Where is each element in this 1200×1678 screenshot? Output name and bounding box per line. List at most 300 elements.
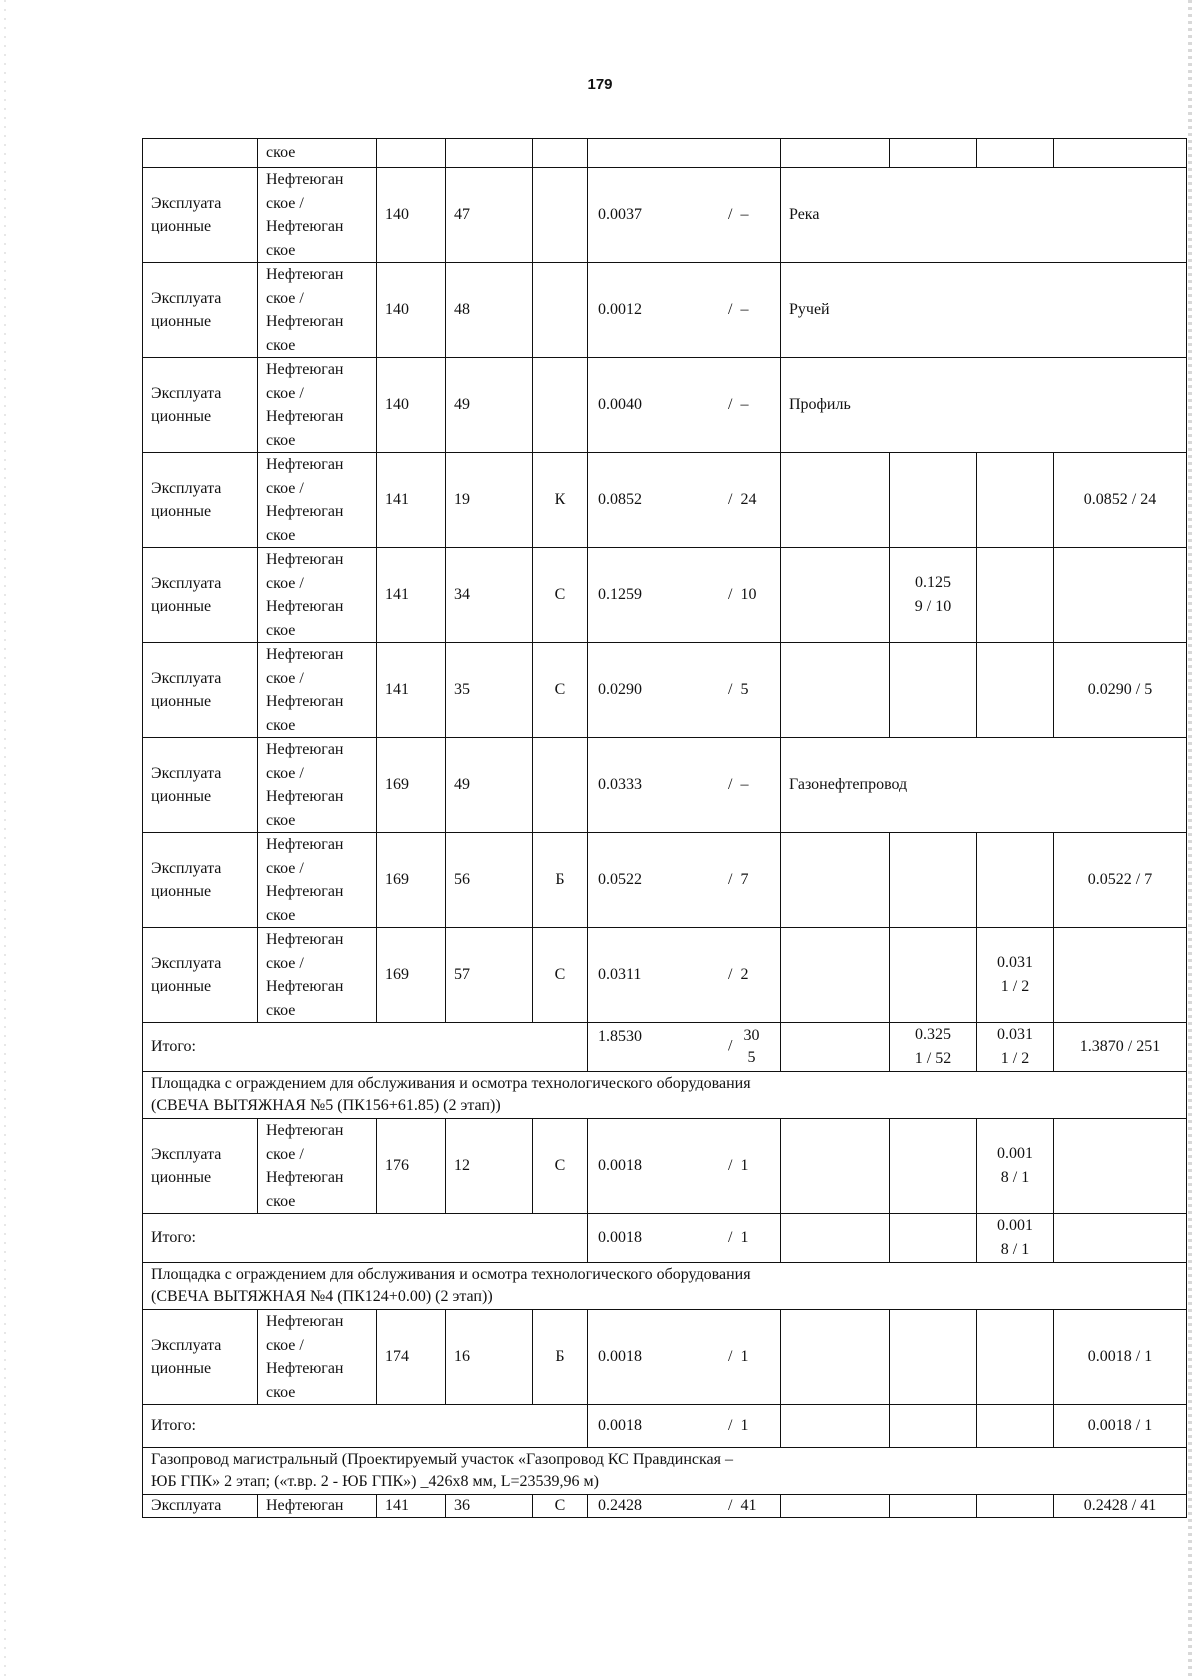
- total-col6: [781, 1405, 890, 1448]
- area-tail: [728, 1345, 772, 1369]
- area-value: 0.0522: [598, 871, 642, 889]
- area-tail-value: 41: [740, 1497, 757, 1514]
- row-category: С: [533, 548, 588, 643]
- land-plot-table: [142, 138, 1187, 1518]
- row-type-line: Эксплуата: [151, 669, 222, 687]
- row-type-line: ционные: [151, 693, 212, 710]
- scan-edge-right: [1188, 0, 1192, 1678]
- total-col8-line: 0.001: [997, 1217, 1033, 1234]
- empty-cell: [977, 139, 1054, 168]
- area-cell: [588, 1214, 781, 1263]
- row-owner-line: ское: [266, 1383, 296, 1401]
- area-tail: [728, 1496, 772, 1516]
- area-tail-part: 5: [747, 1049, 756, 1066]
- row-quarter: 141: [377, 548, 446, 643]
- section-title: [143, 1448, 1187, 1495]
- total-col8: [977, 1023, 1054, 1072]
- row-col8: [977, 453, 1054, 548]
- row-type: [143, 548, 258, 643]
- row-col8-line: 0.031: [997, 954, 1033, 971]
- table-row: [143, 738, 1187, 833]
- area-tail: [728, 1414, 772, 1438]
- row-col9: 0.0018 / 1: [1054, 1310, 1187, 1405]
- row-type-line: Эксплуата: [151, 384, 222, 402]
- row-col8: [977, 548, 1054, 643]
- area-slash: /: [728, 396, 733, 414]
- total-col8-line: 1 / 2: [1000, 1050, 1030, 1067]
- row-owner-line: Нефтеюган: [266, 978, 344, 995]
- row-col6: [781, 1495, 890, 1518]
- total-col6: [781, 1214, 890, 1263]
- row-col9: [1054, 1119, 1187, 1214]
- row-col8-line: 0.001: [997, 1145, 1033, 1162]
- area-value: 0.0012: [598, 301, 642, 319]
- row-col7-line: 0.125: [915, 574, 951, 591]
- empty-cell: [377, 139, 446, 168]
- row-type-line: Эксплуата: [151, 954, 222, 972]
- table-row: [143, 263, 1187, 358]
- row-col9: 0.0522 / 7: [1054, 833, 1187, 928]
- row-owner-line: ское: [266, 1001, 296, 1019]
- section-header-row: [143, 1072, 1187, 1119]
- row-plot-number: 57: [446, 928, 533, 1023]
- area-tail-value: 10: [740, 586, 757, 604]
- row-col6: [781, 548, 890, 643]
- area-tail: [728, 203, 772, 227]
- row-category: К: [533, 453, 588, 548]
- row-type-line: ционные: [151, 313, 212, 330]
- row-type: [143, 139, 258, 168]
- row-owner-line: Нефтеюган: [266, 456, 344, 473]
- total-col7-line: 1 / 52: [914, 1050, 952, 1067]
- row-type-line: Эксплуата: [151, 859, 222, 877]
- total-col8-line: 0.031: [997, 1026, 1033, 1043]
- row-col7: [890, 833, 977, 928]
- row-owner-line: ское /: [266, 1336, 304, 1354]
- row-col7-line: 9 / 10: [914, 598, 952, 615]
- section-title-line: (СВЕЧА ВЫТЯЖНАЯ №5 (ПК156+61.85) (2 этап)): [151, 1097, 501, 1114]
- area-cell: [588, 1310, 781, 1405]
- row-owner: [258, 168, 377, 263]
- row-owner-line: ское /: [266, 479, 304, 497]
- row-col6: [781, 1310, 890, 1405]
- row-plot-number: 36: [446, 1495, 533, 1518]
- area-value: 0.0852: [598, 491, 642, 509]
- area-value: 0.0311: [598, 966, 642, 984]
- row-col8-line: 8 / 1: [1000, 1169, 1030, 1186]
- total-col8: [977, 1214, 1054, 1263]
- row-plot-number: 34: [446, 548, 533, 643]
- row-owner-line: ское: [266, 241, 296, 259]
- row-col6: [781, 928, 890, 1023]
- area-slash: /: [728, 491, 733, 509]
- row-type-line: Эксплуата: [151, 194, 222, 212]
- row-owner: [258, 643, 377, 738]
- total-label: Итого:: [143, 1214, 588, 1263]
- table-row: [143, 1119, 1187, 1214]
- row-plot-number: 49: [446, 358, 533, 453]
- row-type-line: Эксплуата: [151, 764, 222, 782]
- area-tail-value: –: [740, 396, 749, 414]
- area-cell: [588, 1405, 781, 1448]
- area-slash: /: [728, 871, 733, 889]
- row-owner-line: ское /: [266, 859, 304, 877]
- area-cell: [588, 833, 781, 928]
- row-col7: [890, 1495, 977, 1518]
- row-quarter: 140: [377, 263, 446, 358]
- total-label: Итого:: [143, 1405, 588, 1448]
- area-slash: /: [728, 966, 733, 984]
- area-tail: [728, 393, 772, 417]
- area-tail: [728, 1226, 772, 1250]
- row-owner-line: Нефтеюган: [266, 266, 344, 283]
- area-slash: /: [728, 681, 733, 699]
- area-tail-value: 1: [740, 1229, 749, 1247]
- row-type-line: Эксплуата: [151, 574, 222, 592]
- row-owner-line: ское /: [266, 384, 304, 402]
- area-slash: /: [728, 206, 733, 224]
- row-note: Река: [781, 168, 1187, 263]
- empty-cell: [588, 139, 781, 168]
- section-title-line: Площадка с ограждением для обслуживания и осмотра технологического оборудования: [151, 1266, 751, 1283]
- row-type: [143, 833, 258, 928]
- row-owner-line: Нефтеюган: [266, 646, 344, 663]
- total-col8-line: 8 / 1: [1000, 1241, 1030, 1258]
- table-row: [143, 1495, 1187, 1518]
- area-value: 0.0018: [598, 1417, 642, 1435]
- area-cell: [588, 168, 781, 263]
- row-col7: [890, 453, 977, 548]
- area-cell: [588, 1495, 781, 1518]
- row-plot-number: 16: [446, 1310, 533, 1405]
- empty-cell: [446, 139, 533, 168]
- row-quarter: 169: [377, 738, 446, 833]
- row-type-line: ционные: [151, 788, 212, 805]
- area-value: 0.2428: [598, 1497, 642, 1514]
- area-value: 0.0333: [598, 776, 642, 794]
- row-col8: [977, 833, 1054, 928]
- row-col7: [890, 548, 977, 643]
- row-col8: [977, 1119, 1054, 1214]
- section-title: [143, 1072, 1187, 1119]
- area-value: 0.0018: [598, 1157, 642, 1175]
- row-owner-line: ское /: [266, 669, 304, 687]
- row-owner-line: ское: [266, 621, 296, 639]
- row-category: [533, 168, 588, 263]
- table-row: [143, 168, 1187, 263]
- row-owner-line: ское /: [266, 1145, 304, 1163]
- total-col9: 0.0018 / 1: [1054, 1405, 1187, 1448]
- area-tail-part: 30: [743, 1027, 760, 1044]
- table-row: [143, 833, 1187, 928]
- area-slash: /: [728, 1037, 733, 1055]
- row-owner: [258, 263, 377, 358]
- row-col6: [781, 643, 890, 738]
- row-plot-number: 49: [446, 738, 533, 833]
- row-plot-number: 35: [446, 643, 533, 738]
- area-tail-value: 2: [740, 966, 749, 984]
- row-owner-line: ское: [266, 1192, 296, 1210]
- row-col7: [890, 643, 977, 738]
- row-col7: [890, 928, 977, 1023]
- row-type-line: ционные: [151, 883, 212, 900]
- area-slash: /: [728, 586, 733, 604]
- area-slash: /: [728, 1497, 733, 1514]
- row-col8: [977, 1495, 1054, 1518]
- area-slash: /: [728, 1229, 733, 1247]
- row-owner-line: Нефтеюган: [266, 503, 344, 520]
- row-col7: [890, 1119, 977, 1214]
- area-value: 0.1259: [598, 586, 642, 604]
- row-quarter: 141: [377, 643, 446, 738]
- area-cell: [588, 453, 781, 548]
- row-owner: [258, 453, 377, 548]
- area-value: 0.0018: [598, 1348, 642, 1366]
- area-tail: [728, 583, 772, 607]
- row-note: Газонефтепровод: [781, 738, 1187, 833]
- row-plot-number: 56: [446, 833, 533, 928]
- row-owner-line: ское /: [266, 194, 304, 212]
- row-col6: [781, 833, 890, 928]
- area-tail-value: 5: [740, 681, 749, 699]
- area-tail-value: 7: [740, 871, 749, 889]
- section-title-line: Газопровод магистральный (Проектируемый участок «Газопровод КС Правдинская –: [151, 1451, 733, 1468]
- row-type-line: Эксплуата: [151, 479, 222, 497]
- row-type: [143, 168, 258, 263]
- row-owner: [258, 358, 377, 453]
- row-owner: [258, 928, 377, 1023]
- row-type-line: ционные: [151, 978, 212, 995]
- row-type: Эксплуата: [143, 1495, 258, 1518]
- row-owner: [258, 1310, 377, 1405]
- area-tail-value: 1: [740, 1157, 749, 1175]
- area-cell: [588, 358, 781, 453]
- row-owner-line: ское: [266, 716, 296, 734]
- area-value: 0.0037: [598, 206, 642, 224]
- row-type: [143, 263, 258, 358]
- table-row: [143, 1310, 1187, 1405]
- area-cell: [588, 928, 781, 1023]
- row-note: Профиль: [781, 358, 1187, 453]
- row-owner-line: Нефтеюган: [266, 1313, 344, 1330]
- row-col6: [781, 1119, 890, 1214]
- row-owner-line: Нефтеюган: [266, 741, 344, 758]
- row-quarter: 174: [377, 1310, 446, 1405]
- row-owner-line: Нефтеюган: [266, 171, 344, 188]
- row-owner-line: ское: [266, 431, 296, 449]
- total-label: Итого:: [143, 1023, 588, 1072]
- total-col7: [890, 1405, 977, 1448]
- area-slash: /: [728, 1157, 733, 1175]
- area-tail: [728, 1025, 772, 1069]
- area-tail: [728, 298, 772, 322]
- row-owner: ское: [258, 139, 377, 168]
- row-category: Б: [533, 1310, 588, 1405]
- area-cell: [588, 263, 781, 358]
- row-plot-number: 47: [446, 168, 533, 263]
- area-slash: /: [728, 1348, 733, 1366]
- empty-cell: [890, 139, 977, 168]
- row-quarter: 141: [377, 453, 446, 548]
- row-owner: Нефтеюган: [258, 1495, 377, 1518]
- row-col9: [1054, 548, 1187, 643]
- area-tail: [728, 1154, 772, 1178]
- row-col9: 0.0290 / 5: [1054, 643, 1187, 738]
- table-row: [143, 548, 1187, 643]
- total-col9: 1.3870 / 251: [1054, 1023, 1187, 1072]
- row-quarter: 169: [377, 928, 446, 1023]
- row-owner-line: Нефтеюган: [266, 598, 344, 615]
- row-col8: [977, 643, 1054, 738]
- row-owner-line: Нефтеюган: [266, 1122, 344, 1139]
- scan-edge-left: [4, 0, 6, 1678]
- empty-cell: [1054, 139, 1187, 168]
- total-row: [143, 1214, 1187, 1263]
- area-tail-value: –: [740, 206, 749, 224]
- row-owner-line: ское: [266, 906, 296, 924]
- area-cell: [588, 548, 781, 643]
- section-title-line: ЮБ ГПК» 2 этап; («т.вр. 2 - ЮБ ГПК») _426х8 мм, L=23539,96 м): [151, 1473, 599, 1490]
- row-quarter: 141: [377, 1495, 446, 1518]
- row-type-line: Эксплуата: [151, 289, 222, 307]
- section-title: [143, 1263, 1187, 1310]
- row-owner-line: Нефтеюган: [266, 408, 344, 425]
- area-slash: /: [728, 1417, 733, 1435]
- area-tail: [728, 773, 772, 797]
- area-tail-value: 1: [740, 1417, 749, 1435]
- row-owner: [258, 548, 377, 643]
- row-type-line: ционные: [151, 1360, 212, 1377]
- row-owner: [258, 738, 377, 833]
- area-tail-stack: [740, 1025, 762, 1069]
- area-tail: [728, 963, 772, 987]
- row-type: [143, 453, 258, 548]
- area-value: 0.0018: [598, 1229, 642, 1247]
- area-slash: /: [728, 776, 733, 794]
- row-owner-line: Нефтеюган: [266, 693, 344, 710]
- row-owner-line: ское /: [266, 954, 304, 972]
- row-type-line: ционные: [151, 408, 212, 425]
- page-number: 179: [587, 76, 613, 93]
- row-owner-line: ское: [266, 336, 296, 354]
- area-value: 0.0040: [598, 396, 642, 414]
- section-header-row: [143, 1448, 1187, 1495]
- row-col7: [890, 1310, 977, 1405]
- row-note: Ручей: [781, 263, 1187, 358]
- table-row: [143, 358, 1187, 453]
- row-type: [143, 643, 258, 738]
- row-type: [143, 358, 258, 453]
- area-tail-value: 1: [740, 1348, 749, 1366]
- area-cell: [588, 643, 781, 738]
- empty-cell: [781, 139, 890, 168]
- row-type: [143, 738, 258, 833]
- area-tail: [728, 488, 772, 512]
- total-col8: [977, 1405, 1054, 1448]
- row-type-line: Эксплуата: [151, 1145, 222, 1163]
- area-tail-value: –: [740, 776, 749, 794]
- row-owner-line: ское /: [266, 574, 304, 592]
- row-type-line: ционные: [151, 1169, 212, 1186]
- area-value: 0.0290: [598, 681, 642, 699]
- row-owner-line: Нефтеюган: [266, 931, 344, 948]
- row-col8: [977, 928, 1054, 1023]
- row-owner: [258, 1119, 377, 1214]
- row-category: [533, 263, 588, 358]
- row-owner-line: Нефтеюган: [266, 1169, 344, 1186]
- area-tail-value: 24: [740, 491, 757, 509]
- total-col9: [1054, 1214, 1187, 1263]
- section-header-row: [143, 1263, 1187, 1310]
- total-row: [143, 1405, 1187, 1448]
- row-quarter: 169: [377, 833, 446, 928]
- row-quarter: 140: [377, 358, 446, 453]
- section-title-line: (СВЕЧА ВЫТЯЖНАЯ №4 (ПК124+0.00) (2 этап)): [151, 1288, 493, 1305]
- area-cell: [588, 738, 781, 833]
- row-col9: 0.2428 / 41: [1054, 1495, 1187, 1518]
- total-row: [143, 1023, 1187, 1072]
- area-cell: [588, 1119, 781, 1214]
- table-row-continued: [143, 139, 1187, 168]
- row-category: [533, 738, 588, 833]
- total-col7: [890, 1023, 977, 1072]
- row-type: [143, 1310, 258, 1405]
- row-quarter: 140: [377, 168, 446, 263]
- row-category: С: [533, 928, 588, 1023]
- total-col7: [890, 1214, 977, 1263]
- empty-cell: [533, 139, 588, 168]
- row-owner: [258, 833, 377, 928]
- table-row: [143, 643, 1187, 738]
- row-owner-line: ское /: [266, 289, 304, 307]
- row-category: [533, 358, 588, 453]
- row-category: С: [533, 1119, 588, 1214]
- row-category: С: [533, 643, 588, 738]
- row-col8-line: 1 / 2: [1000, 978, 1030, 995]
- total-col6: [781, 1023, 890, 1072]
- row-plot-number: 12: [446, 1119, 533, 1214]
- area-tail-value: –: [740, 301, 749, 319]
- row-owner-line: ское /: [266, 764, 304, 782]
- row-owner-line: Нефтеюган: [266, 788, 344, 805]
- row-col6: [781, 453, 890, 548]
- row-owner-line: Нефтеюган: [266, 361, 344, 378]
- row-col9: [1054, 928, 1187, 1023]
- row-col9: 0.0852 / 24: [1054, 453, 1187, 548]
- row-owner-line: Нефтеюган: [266, 883, 344, 900]
- row-type: [143, 1119, 258, 1214]
- table-row: [143, 453, 1187, 548]
- area-cell: [588, 1023, 781, 1072]
- row-type-line: ционные: [151, 503, 212, 520]
- row-type-line: Эксплуата: [151, 1336, 222, 1354]
- row-quarter: 176: [377, 1119, 446, 1214]
- row-owner-line: ское: [266, 526, 296, 544]
- row-owner-line: Нефтеюган: [266, 836, 344, 853]
- area-slash: /: [728, 301, 733, 319]
- row-plot-number: 19: [446, 453, 533, 548]
- row-owner-line: Нефтеюган: [266, 551, 344, 568]
- area-tail: [728, 678, 772, 702]
- row-owner-line: Нефтеюган: [266, 218, 344, 235]
- section-title-line: Площадка с ограждением для обслуживания и осмотра технологического оборудования: [151, 1075, 751, 1092]
- row-type-line: ционные: [151, 598, 212, 615]
- row-col8: [977, 1310, 1054, 1405]
- total-col7-line: 0.325: [915, 1026, 951, 1043]
- table-row: [143, 928, 1187, 1023]
- row-owner-line: ское: [266, 811, 296, 829]
- area-value: 1.8530: [598, 1028, 642, 1045]
